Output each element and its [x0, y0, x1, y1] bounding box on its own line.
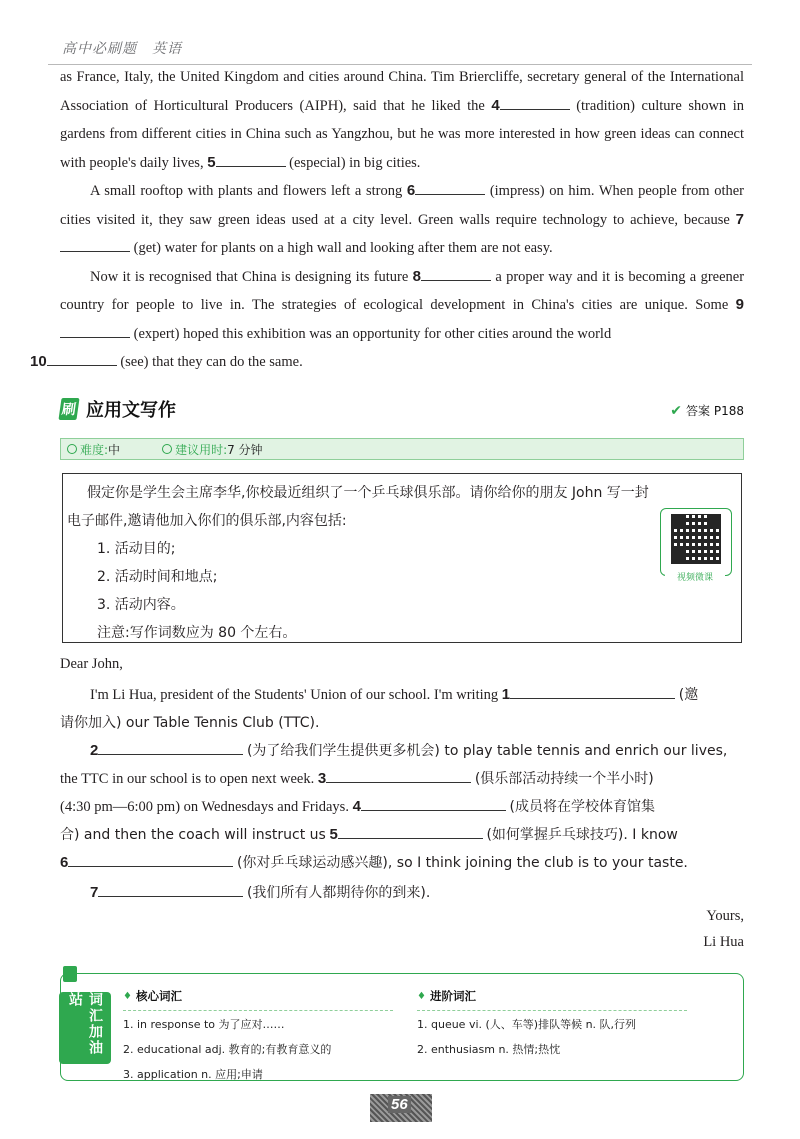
passage-paragraph-2: A small rooftop with plants and flowers left a strong 6 (impress) on him. When people from other cities visited it, they saw green ideas used at a city level. Green walls require technology to achieve, because 7 (get) water for plants on a high wall and looking after them are not easy. — [60, 182, 745, 256]
answer-reference[interactable]: ✔ 答案 P188 — [670, 402, 744, 419]
fill-blank[interactable] — [421, 266, 491, 281]
fill-blank[interactable] — [361, 796, 506, 811]
clock-icon — [162, 444, 172, 454]
fill-blank[interactable] — [415, 180, 485, 195]
qr-code-icon — [671, 514, 721, 564]
difficulty-icon — [67, 444, 77, 454]
suggested-time: 建议用时: 7 分钟 — [162, 441, 263, 458]
letter-greeting: Dear John, — [60, 656, 123, 672]
blank-number: 6 — [406, 182, 416, 199]
blank-number: 5 — [207, 153, 216, 171]
video-qr-code[interactable] — [660, 508, 732, 583]
gem-icon: ♦ — [123, 990, 132, 1002]
fill-blank[interactable] — [68, 852, 233, 867]
advanced-vocabulary: ♦ 进阶词汇 1. queue vi. (人、车等)排队等候 n. 队,行列 2. enthusiasm n. 热情;热忱 — [417, 988, 687, 1066]
fill-blank[interactable] — [98, 740, 243, 755]
fill-blank[interactable] — [60, 323, 130, 338]
core-vocabulary: ♦ 核心词汇 1. in response to 为了应对…… 2. educational adj. 教育的;有教育意义的 3. application n. 应用;申请 — [123, 988, 393, 1091]
passage — [30, 63, 745, 377]
blank-number: 7 — [735, 210, 745, 228]
letter: Dear John, I'm Li Hua, president of the Students' Union of our school. I'm writing 1 (邀 请你加入) our Table Tennis Club (TTC). 2 (为了给我们学生提供更多机会) to play table tennis and enrich our lives, the TTC in our school is to open next week. 3 (俱乐部活动持续一个半小时) (4:30 pm—6:00 pm) on Wednesdays and Fridays. 4 (成员将在学校体育馆集 合) and then the coach will instruct us 5 (如何掌握乒乓球技巧). I know 6 (你对乒乓球运动感兴趣), so I think joining the club is to your taste. 7 (我们所有人都期待你的到来). Yours, Li Hua — [60, 656, 744, 950]
difficulty-bar — [60, 438, 744, 460]
gem-icon: ♦ — [417, 990, 426, 1002]
qr-label: 视频微课 — [665, 570, 725, 583]
blank-number: 10 — [30, 353, 47, 370]
blank-number: 4 — [491, 96, 500, 114]
fill-blank[interactable] — [60, 237, 130, 252]
fill-blank[interactable] — [326, 768, 471, 783]
fill-blank[interactable] — [510, 684, 675, 699]
blank-number: 8 — [412, 267, 421, 285]
passage-paragraph-1: as France, Italy, the United Kingdom and cities around China. Tim Briercliffe, secretary general of the International Association of Horticultural Producers (AIPH), said that he liked the 4 (tradition) culture shown in gardens from different cities in China such as Yangzhou, but he was more interested in how green ideas can connect with people's daily lives, 5 (especial) in big cities. — [60, 69, 745, 171]
section-heading: 应用文写作 — [86, 400, 176, 421]
vocabulary-tab: 词汇加油站 — [59, 992, 111, 1064]
blank-number: 9 — [735, 296, 745, 313]
writing-task-box: 假定你是学生会主席李华,你校最近组织了一个乒乓球俱乐部。请你给你的朋友 John 写一封 电子邮件,邀请他加入你们的俱乐部,内容包括: 1. 活动目的; 2. 活动时间和地点; 3. 活动内容。 注意:写作词数应为 80 个左右。 视频微课 — [62, 473, 742, 643]
bookmark-icon — [63, 966, 77, 982]
fill-blank[interactable] — [216, 152, 286, 167]
difficulty: 难度: 中 — [67, 441, 120, 458]
letter-signature: Li Hua — [703, 934, 744, 950]
letter-closing: Yours, — [706, 908, 744, 924]
page-number: 56 — [370, 1094, 432, 1122]
vocabulary-box — [60, 973, 744, 1081]
fill-blank[interactable] — [500, 95, 570, 110]
section-title — [60, 396, 176, 422]
brush-icon: 刷 — [58, 398, 79, 420]
check-icon: ✔ — [670, 402, 683, 419]
passage-paragraph-3: Now it is recognised that China is designing its future 8 a proper way and it is becoming a greener country for people to live in. The strategies of ecological development in China's cities are unique. Some 9 (expert) hoped this exhibition was an opportunity for other cities around the world 10 (see) that they can do the same. — [30, 267, 745, 370]
fill-blank[interactable] — [98, 882, 243, 897]
fill-blank[interactable] — [47, 351, 117, 366]
fill-blank[interactable] — [338, 824, 483, 839]
running-header: 高中必刷题 英语 — [62, 41, 182, 57]
